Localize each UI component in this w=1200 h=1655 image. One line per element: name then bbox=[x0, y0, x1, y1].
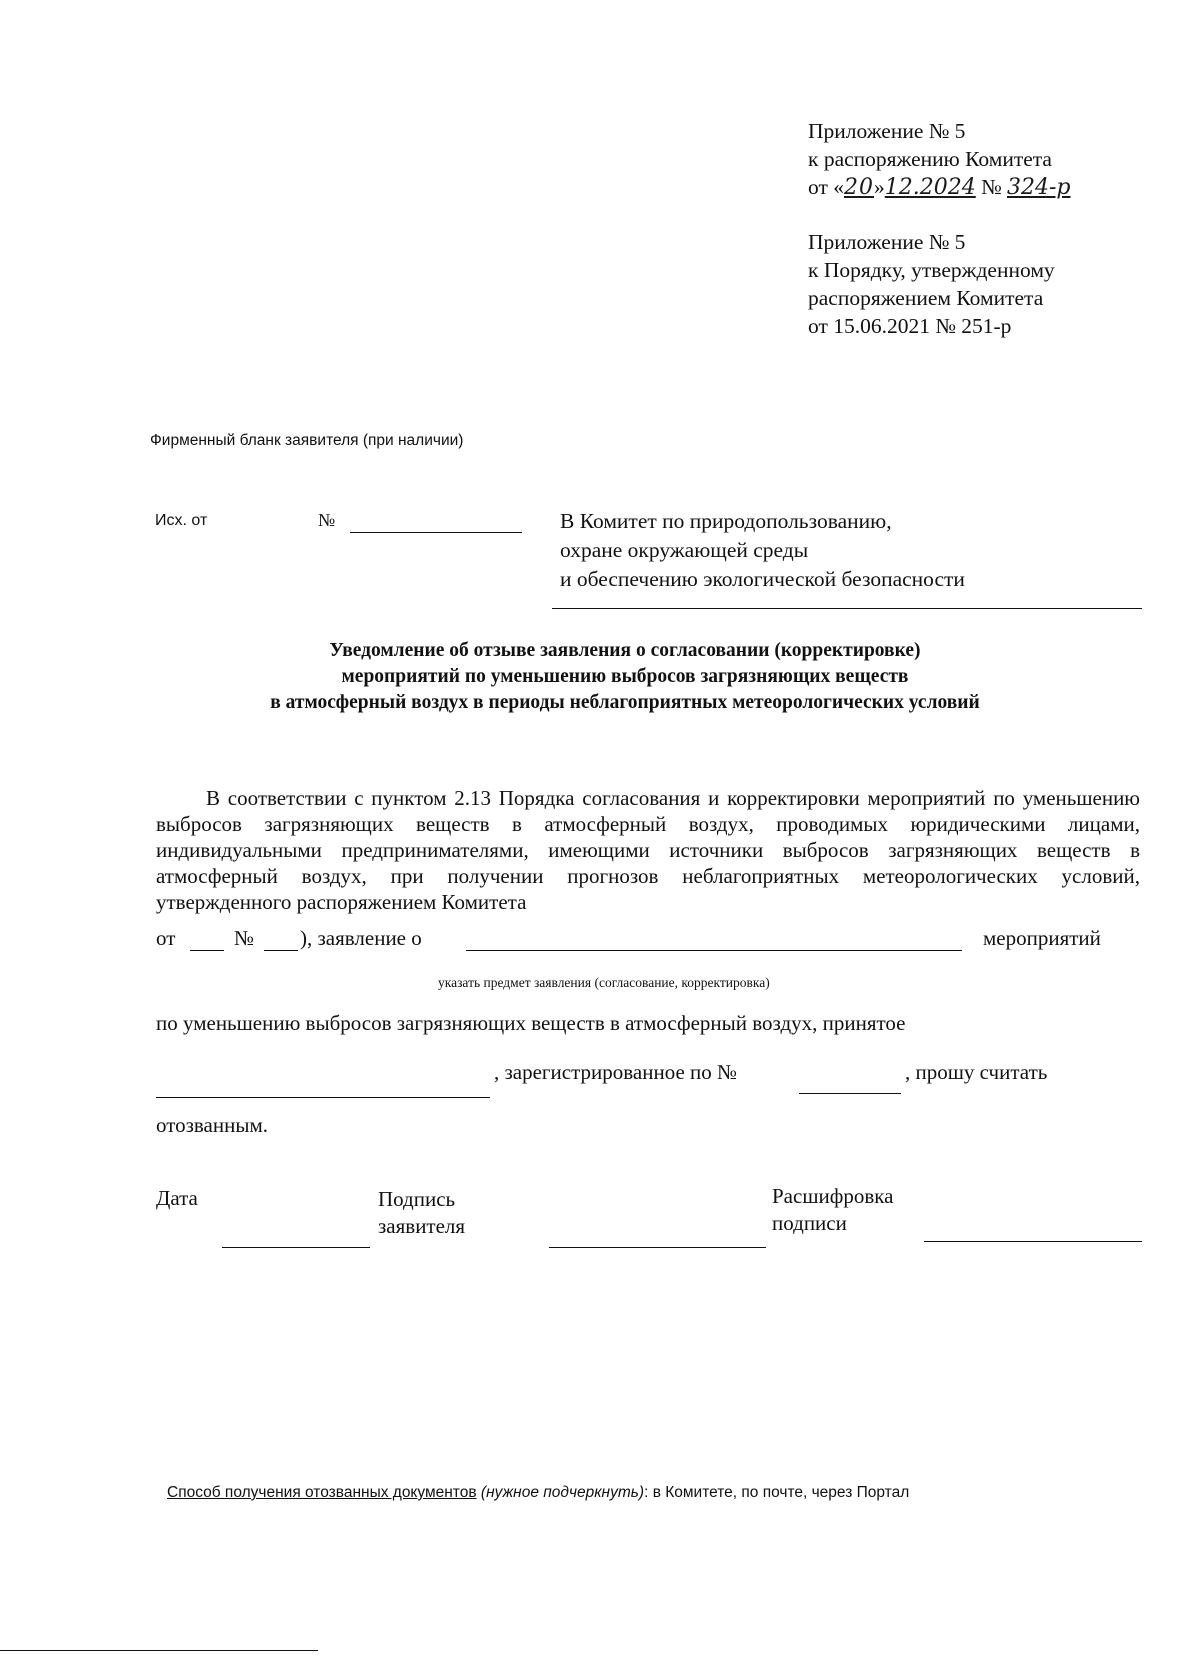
decree-date-field[interactable] bbox=[190, 950, 224, 951]
please-consider-label: , прошу считать bbox=[905, 1060, 1048, 1084]
letterhead-note: Фирменный бланк заявителя (при наличии) bbox=[150, 432, 464, 449]
date-prefix: от « bbox=[808, 175, 844, 199]
decode-field[interactable] bbox=[924, 1241, 1142, 1242]
addressee-underline bbox=[552, 608, 1142, 609]
order-date-line bbox=[808, 173, 1089, 202]
method-label: Способ получения отозванных документов bbox=[167, 1484, 477, 1501]
signature-field[interactable] bbox=[549, 1247, 766, 1248]
decode-label-line1: Расшифровка bbox=[772, 1184, 894, 1208]
method-hint: (нужное подчеркнуть) bbox=[480, 1484, 645, 1501]
body-paragraph bbox=[156, 785, 1140, 915]
appendix2-title: Приложение № 5 bbox=[808, 230, 966, 254]
date-rest-handwritten: 12.2024 bbox=[884, 175, 976, 200]
method-options: : в Комитете, по почте, через Портал bbox=[644, 1484, 910, 1501]
body-paragraph-text: В соответствии с пунктом 2.13 Порядка согласования и корректировки мероприятий по уменьшению выбросов загрязняющих веществ в атмосферный воздух, проводимых юридическими лицами, индивидуальными предпринимателями, имеющими источники выбросов загрязняющих веществ в атмосферный воздух, при получении прогнозов неблагоприятных метеорологических условий, утвержденного распоряжением Комитета bbox=[156, 786, 1140, 914]
date-close-quote: » bbox=[874, 175, 885, 199]
decree-number-label: № bbox=[234, 926, 255, 950]
accepted-field[interactable] bbox=[156, 1097, 490, 1098]
ot-label: от bbox=[156, 926, 176, 950]
title-line1: Уведомление об отзыве заявления о согласовании (корректировке) bbox=[329, 640, 921, 661]
addressee-line3: и обеспечению экологической безопасности bbox=[560, 567, 965, 591]
measures-word: мероприятий bbox=[983, 926, 1101, 950]
reduce-emissions-line: по уменьшению выбросов загрязняющих веществ в атмосферный воздух, принятое bbox=[156, 1011, 906, 1035]
date-field[interactable] bbox=[222, 1247, 370, 1248]
date-day-handwritten: 20 bbox=[844, 175, 874, 200]
bottom-rule bbox=[0, 1650, 318, 1651]
document-title bbox=[150, 638, 1100, 716]
addressee-line2: охране окружающей среды bbox=[560, 538, 809, 562]
title-line2: мероприятий по уменьшению выбросов загрязняющих веществ bbox=[341, 666, 909, 687]
appendix2-line3: от 15.06.2021 № 251-р bbox=[808, 314, 1012, 338]
signature-label bbox=[378, 1186, 465, 1240]
application-about-label: ), заявление о bbox=[300, 926, 422, 950]
subject-hint: указать предмет заявления (согласование, корректировка) bbox=[438, 975, 770, 990]
revoked-word: отозванным. bbox=[156, 1113, 269, 1137]
appendix2-line1: к Порядку, утвержденному bbox=[808, 258, 1055, 282]
decode-label bbox=[772, 1183, 893, 1237]
signature-label-line1: Подпись bbox=[378, 1187, 456, 1211]
appendix-title: Приложение № 5 bbox=[808, 119, 966, 143]
date-label: Дата bbox=[156, 1186, 198, 1210]
outgoing-label: Исх. от bbox=[155, 512, 208, 529]
registered-label: , зарегистрированное по № bbox=[494, 1060, 738, 1084]
order-number-label: № bbox=[981, 175, 1002, 199]
addressee-line1: В Комитет по природопользованию, bbox=[560, 509, 892, 533]
signature-label-line2: заявителя bbox=[378, 1214, 466, 1238]
addressee-block bbox=[560, 507, 965, 594]
outgoing-number-field[interactable] bbox=[350, 532, 522, 533]
appendix-header bbox=[808, 117, 1089, 340]
footer-method bbox=[167, 1484, 909, 1502]
registration-number-field[interactable] bbox=[799, 1093, 901, 1094]
title-line3: в атмосферный воздух в периоды неблагоприятных метеорологических условий bbox=[270, 692, 980, 713]
outgoing-number-label: № bbox=[318, 510, 336, 530]
decode-label-line2: подписи bbox=[772, 1211, 847, 1235]
decree-number-field[interactable] bbox=[264, 950, 298, 951]
appendix-to-order: к распоряжению Комитета bbox=[808, 147, 1052, 171]
application-subject-field[interactable] bbox=[466, 950, 962, 951]
appendix2-line2: распоряжением Комитета bbox=[808, 286, 1044, 310]
order-number-handwritten: 324-р bbox=[1007, 175, 1071, 200]
